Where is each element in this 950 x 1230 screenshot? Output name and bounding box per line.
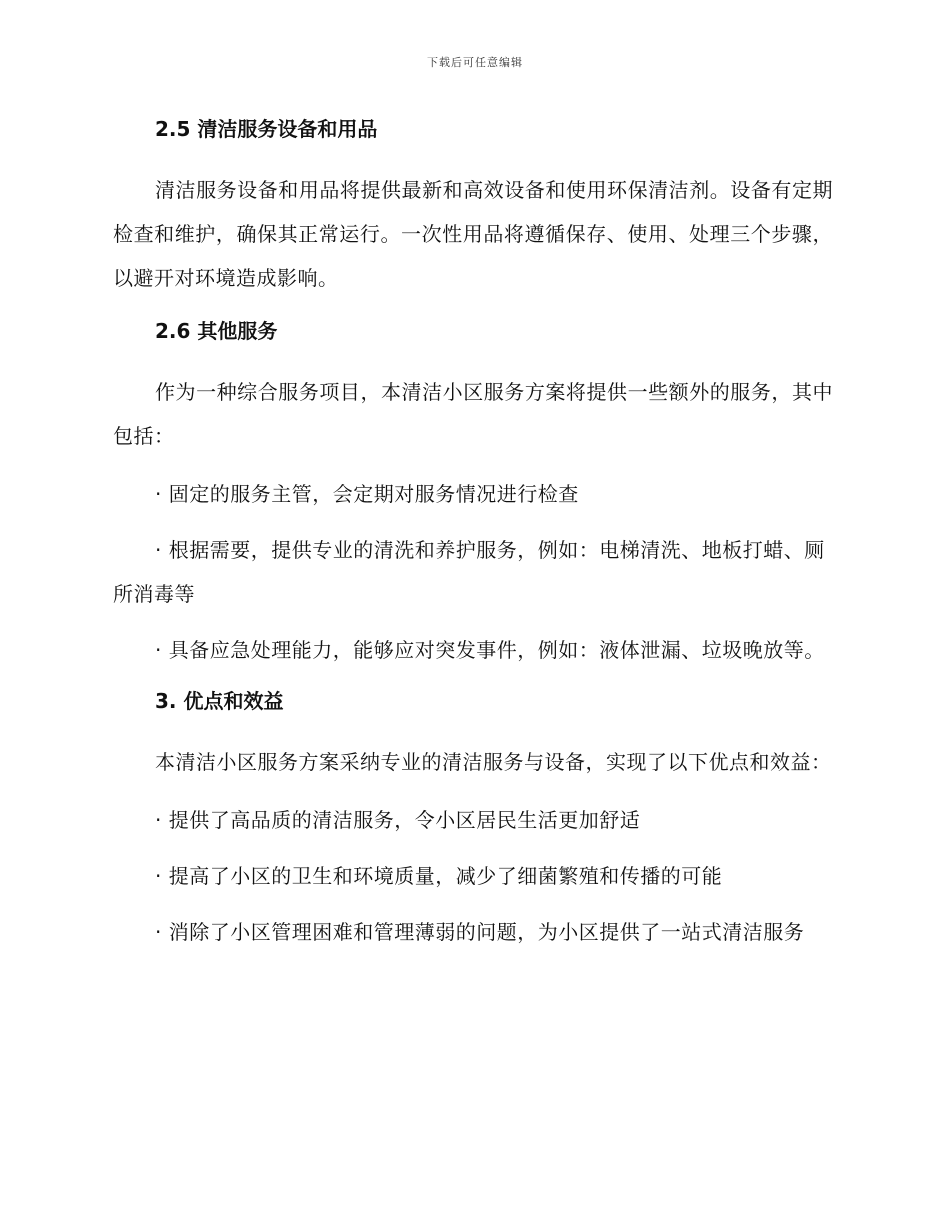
page-header-note: 下载后可任意编辑 xyxy=(427,56,523,69)
list-item: · 固定的服务主管，会定期对服务情况进行检查 xyxy=(155,482,579,506)
section-heading: 3. 优点和效益 xyxy=(155,689,284,713)
section-paragraph: 本清洁小区服务方案采纳专业的清洁服务与设备，实现了以下优点和效益： xyxy=(155,750,832,774)
section-3 xyxy=(113,684,833,954)
list-item: · 提高了小区的卫生和环境质量，减少了细菌繁殖和传播的可能 xyxy=(155,864,723,888)
list-item: · 根据需要，提供专业的清洗和养护服务，例如：电梯清洗、地板打蜡、厕所消毒等 xyxy=(113,538,825,606)
section-paragraph: 清洁服务设备和用品将提供最新和高效设备和使用环保清洁剂。设备有定期检查和维护，确保其正常运行。一次性用品将遵循保存、使用、处理三个步骤，以避开对环境造成影响。 xyxy=(113,178,833,290)
list-item: · 消除了小区管理困难和管理薄弱的问题，为小区提供了一站式清洁服务 xyxy=(155,920,805,944)
section-2-6 xyxy=(113,314,833,672)
document-body xyxy=(113,112,833,966)
list-item: · 提供了高品质的清洁服务，令小区居民生活更加舒适 xyxy=(155,808,641,832)
section-2-5 xyxy=(113,112,833,300)
section-heading: 2.6 其他服务 xyxy=(155,319,278,343)
section-heading: 2.5 清洁服务设备和用品 xyxy=(155,117,378,141)
list-item: · 具备应急处理能力，能够应对突发事件，例如：液体泄漏、垃圾晚放等。 xyxy=(155,638,825,662)
section-paragraph: 作为一种综合服务项目，本清洁小区服务方案将提供一些额外的服务，其中包括： xyxy=(113,380,833,448)
